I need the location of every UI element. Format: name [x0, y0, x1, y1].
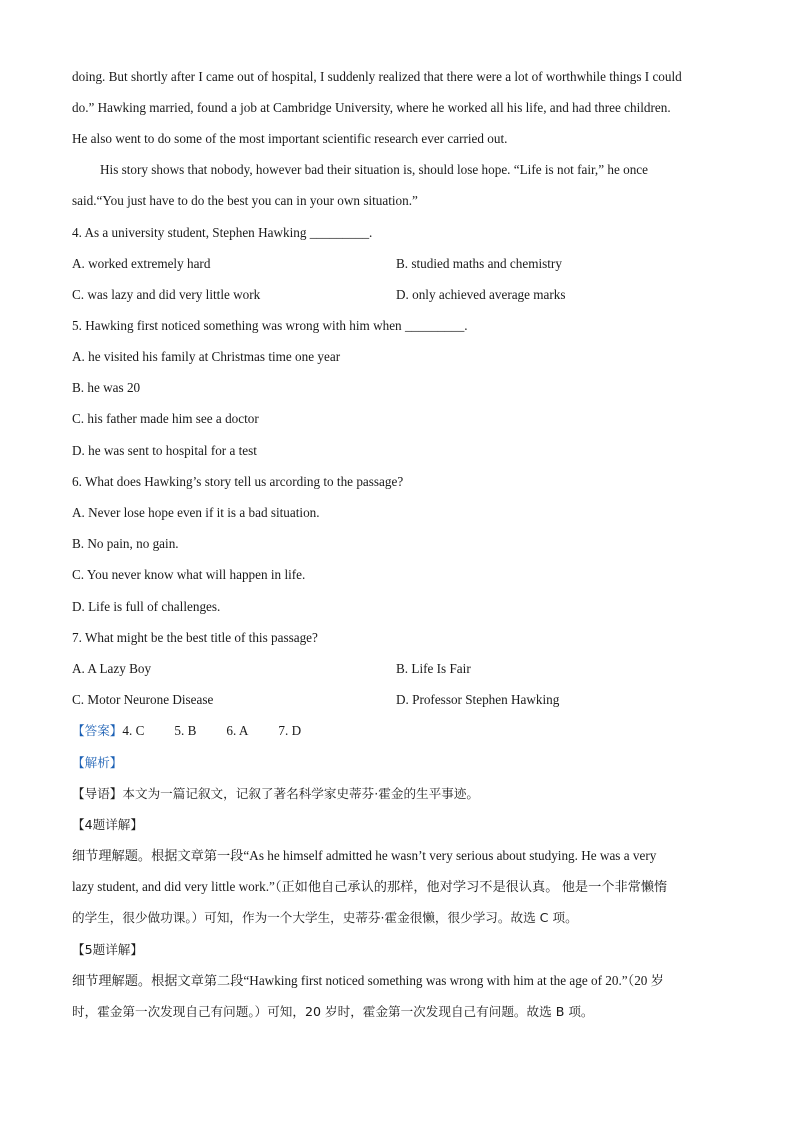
- question-option: C. Motor Neurone Disease: [72, 692, 214, 707]
- passage-text: He also went to do some of the most important scientific research ever carried out.: [72, 131, 508, 146]
- question-stem: 7. What might be the best title of this passage?: [72, 630, 318, 645]
- guide-text: 本文为一篇记叙文，记叙了著名科学家史蒂芬·霍金的生平事迹。: [122, 786, 480, 801]
- question-option: A. A Lazy Boy: [72, 661, 152, 676]
- question-option: B. No pain, no gain.: [72, 536, 179, 551]
- question-option: C. You never know what will happen in life.: [72, 567, 306, 582]
- q4-detail-text: lazy student, and did very little work.”（正如他自己承认的那样，他对学习不是很认真。 他是一个非常懒惰: [72, 879, 668, 894]
- answer-item: 6. A: [226, 723, 249, 738]
- question-option: D. Life is full of challenges.: [72, 599, 221, 614]
- question-option: D. only achieved average marks: [396, 287, 566, 302]
- analysis-tag: 【解析】: [72, 755, 123, 770]
- passage-text: do.” Hawking married, found a job at Cambridge University, where he worked all his life, and had three children.: [72, 100, 671, 115]
- question-option: B. Life Is Fair: [396, 661, 471, 676]
- q5-detail-tag: 【5题详解】: [72, 942, 143, 957]
- q5-detail-text: 时，霍金第一次发现自己有问题。）可知，20 岁时，霍金第一次发现自己有问题。故选 B 项。: [72, 1004, 594, 1019]
- answer-line: [72, 723, 301, 739]
- q4-detail-text: 的学生，很少做功课。）可知，作为一个大学生，史蒂芬·霍金很懒，很少学习。故选 C 项。: [72, 910, 578, 925]
- passage-text: doing. But shortly after I came out of hospital, I suddenly realized that there were a lot of worthwhile things I could: [72, 69, 682, 84]
- answer-item: 4. C: [122, 723, 145, 738]
- q5-detail-text: 细节理解题。根据文章第二段“Hawking first noticed something was wrong with him at the age of 20.”（20 岁: [72, 973, 664, 988]
- guide-tag: 【导语】: [72, 786, 123, 801]
- q4-detail-tag: 【4题详解】: [72, 817, 143, 832]
- question-option: C. was lazy and did very little work: [72, 287, 261, 302]
- question-option: C. his father made him see a doctor: [72, 411, 259, 426]
- q4-detail-text: 细节理解题。根据文章第一段“As he himself admitted he wasn’t very serious about studying. He was a very: [72, 848, 657, 863]
- answer-item: 7. D: [278, 723, 302, 738]
- answer-tag: 【答案】: [72, 723, 123, 738]
- question-option: B. studied maths and chemistry: [396, 256, 562, 271]
- answer-item: 5. B: [174, 723, 197, 738]
- question-stem: 5. Hawking first noticed something was wrong with him when _________.: [72, 318, 468, 333]
- guide-line: [72, 786, 479, 802]
- question-option: D. he was sent to hospital for a test: [72, 443, 257, 458]
- question-option: A. he visited his family at Christmas time one year: [72, 349, 341, 364]
- question-option: B. he was 20: [72, 380, 141, 395]
- passage-text: His story shows that nobody, however bad their situation is, should lose hope. “Life is not fair,” he once: [100, 162, 648, 177]
- question-stem: 4. As a university student, Stephen Hawking _________.: [72, 225, 373, 240]
- question-option: D. Professor Stephen Hawking: [396, 692, 560, 707]
- question-option: A. Never lose hope even if it is a bad situation.: [72, 505, 320, 520]
- question-stem: 6. What does Hawking’s story tell us arcording to the passage?: [72, 474, 404, 489]
- question-option: A. worked extremely hard: [72, 256, 211, 271]
- passage-text: said.“You just have to do the best you can in your own situation.”: [72, 193, 418, 208]
